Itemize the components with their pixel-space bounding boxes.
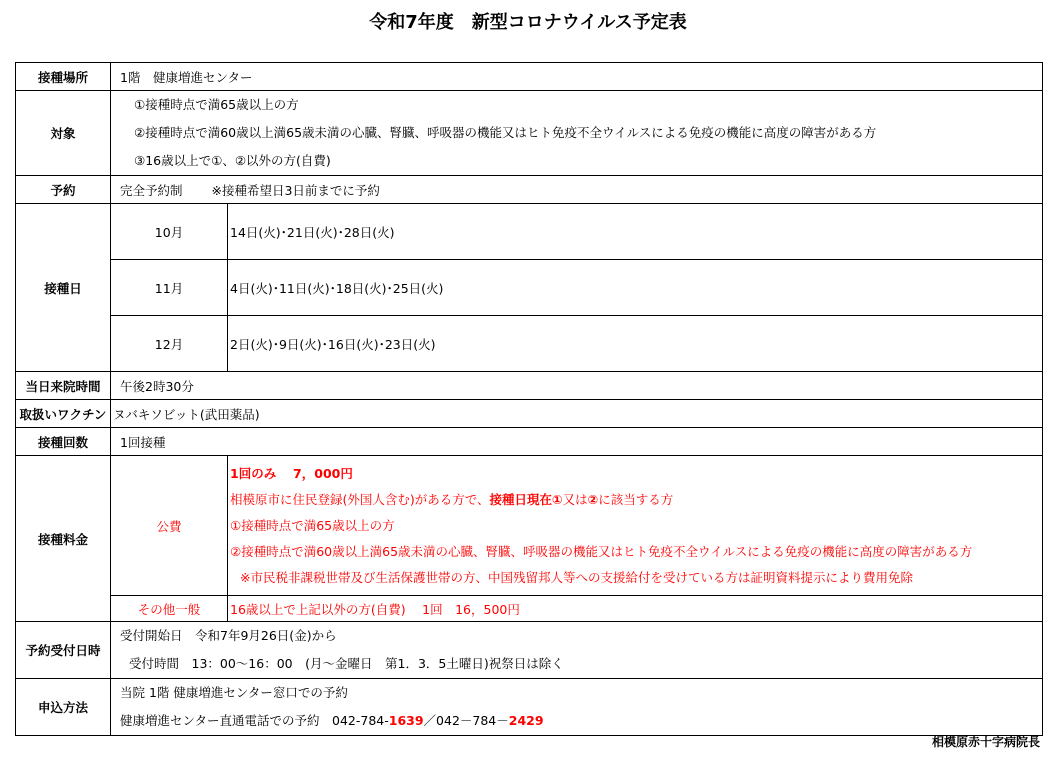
schedule-table (15, 62, 1043, 736)
label-vaccine: 取扱いワクチン (16, 400, 111, 428)
fee-line1-mid: 又は (562, 491, 588, 507)
fee-public-detail (228, 456, 1043, 596)
label-arrival: 当日来院時間 (16, 372, 111, 400)
row-location (16, 63, 1043, 91)
days-dec: 2日(火)･9日(火)･16日(火)･23日(火) (228, 316, 1043, 372)
row-dates-oct (16, 204, 1043, 260)
row-dates-nov (16, 260, 1043, 316)
label-reservation: 予約 (16, 176, 111, 204)
fee-public-price: 1回のみ 7，000円 (230, 465, 353, 481)
row-doses (16, 428, 1043, 456)
target-item-2: ②接種時点で満60歳以上満65歳未満の心臓、腎臓、呼吸器の機能又はヒト免疫不全ウイルスによる免疫の機能に高度の障害がある方 (134, 125, 877, 140)
apply-phone-mid: ／042－784－ (423, 713, 509, 728)
fee-public-line4: ※市民税非課税世帯及び生活保護世帯の方、中国残留邦人等への支援給付を受けている方は証明資料提示により費用免除 (240, 569, 913, 585)
target-item-3: ③16歳以上で①、②以外の方(自費) (134, 153, 331, 168)
row-vaccine (16, 400, 1043, 428)
value-vaccine: ヌバキソビット(武田薬品) (111, 400, 1043, 428)
days-oct: 14日(火)･21日(火)･28日(火) (228, 204, 1043, 260)
value-arrival: 午後2時30分 (111, 372, 1043, 400)
value-booking (111, 622, 1043, 679)
apply-phone-prefix: 健康増進センター直通電話での予約 042-784- (120, 713, 389, 728)
footer-signature: 相模原赤十字病院長 (931, 735, 1040, 749)
row-reservation (16, 176, 1043, 204)
value-location: 1階 健康増進センター (111, 63, 1043, 91)
apply-line2 (120, 707, 1042, 735)
fee-general-value: 16歳以上で上記以外の方(自費) 1回 16，500円 (228, 596, 1043, 622)
label-location: 接種場所 (16, 63, 111, 91)
row-booking (16, 622, 1043, 679)
label-dates: 接種日 (16, 204, 111, 372)
fee-public-line2: ①接種時点で満65歳以上の方 (230, 517, 395, 533)
fee-line1-pre: 相模原市に住民登録(外国人含む)がある方で、 (230, 491, 490, 507)
fee-public-label: 公費 (111, 456, 228, 596)
value-apply (111, 679, 1043, 736)
fee-line1-bold: 接種日現在① (489, 491, 563, 507)
value-reservation: 完全予約制 ※接種希望日3日前までに予約 (111, 176, 1043, 204)
month-oct: 10月 (111, 204, 228, 260)
label-fee: 接種料金 (16, 456, 111, 622)
label-apply: 申込方法 (16, 679, 111, 736)
booking-line2: 受付時間 13：00～16：00 (月～金曜日 第1．3．5土曜日)祝祭日は除く (129, 656, 564, 671)
row-fee-public (16, 456, 1043, 596)
label-doses: 接種回数 (16, 428, 111, 456)
row-arrival (16, 372, 1043, 400)
fee-public-line1 (230, 487, 1042, 513)
label-target: 対象 (16, 91, 111, 176)
apply-line1: 当院 1階 健康増進センター窓口での予約 (120, 685, 348, 700)
fee-public-line3: ②接種時点で満60歳以上満65歳未満の心臓、腎臓、呼吸器の機能又はヒト免疫不全ウイルスによる免疫の機能に高度の障害がある方 (230, 543, 973, 559)
target-item-1: ①接種時点で満65歳以上の方 (134, 97, 299, 112)
apply-phone-1: 1639 (388, 713, 424, 728)
apply-phone-2: 2429 (508, 713, 544, 728)
fee-general-label: その他一般 (111, 596, 228, 622)
row-target (16, 91, 1043, 176)
month-nov: 11月 (111, 260, 228, 316)
row-apply (16, 679, 1043, 736)
month-dec: 12月 (111, 316, 228, 372)
days-nov: 4日(火)･11日(火)･18日(火)･25日(火) (228, 260, 1043, 316)
row-dates-dec (16, 316, 1043, 372)
value-target (111, 91, 1043, 176)
row-fee-general (16, 596, 1043, 622)
value-doses: 1回接種 (111, 428, 1043, 456)
fee-line1-post: に該当する方 (598, 491, 674, 507)
booking-line1: 受付開始日 令和7年9月26日(金)から (120, 628, 337, 643)
fee-line1-bold2: ② (587, 491, 599, 507)
label-booking: 予約受付日時 (16, 622, 111, 679)
page-title: 令和7年度 新型コロナウイルス予定表 (369, 12, 687, 33)
